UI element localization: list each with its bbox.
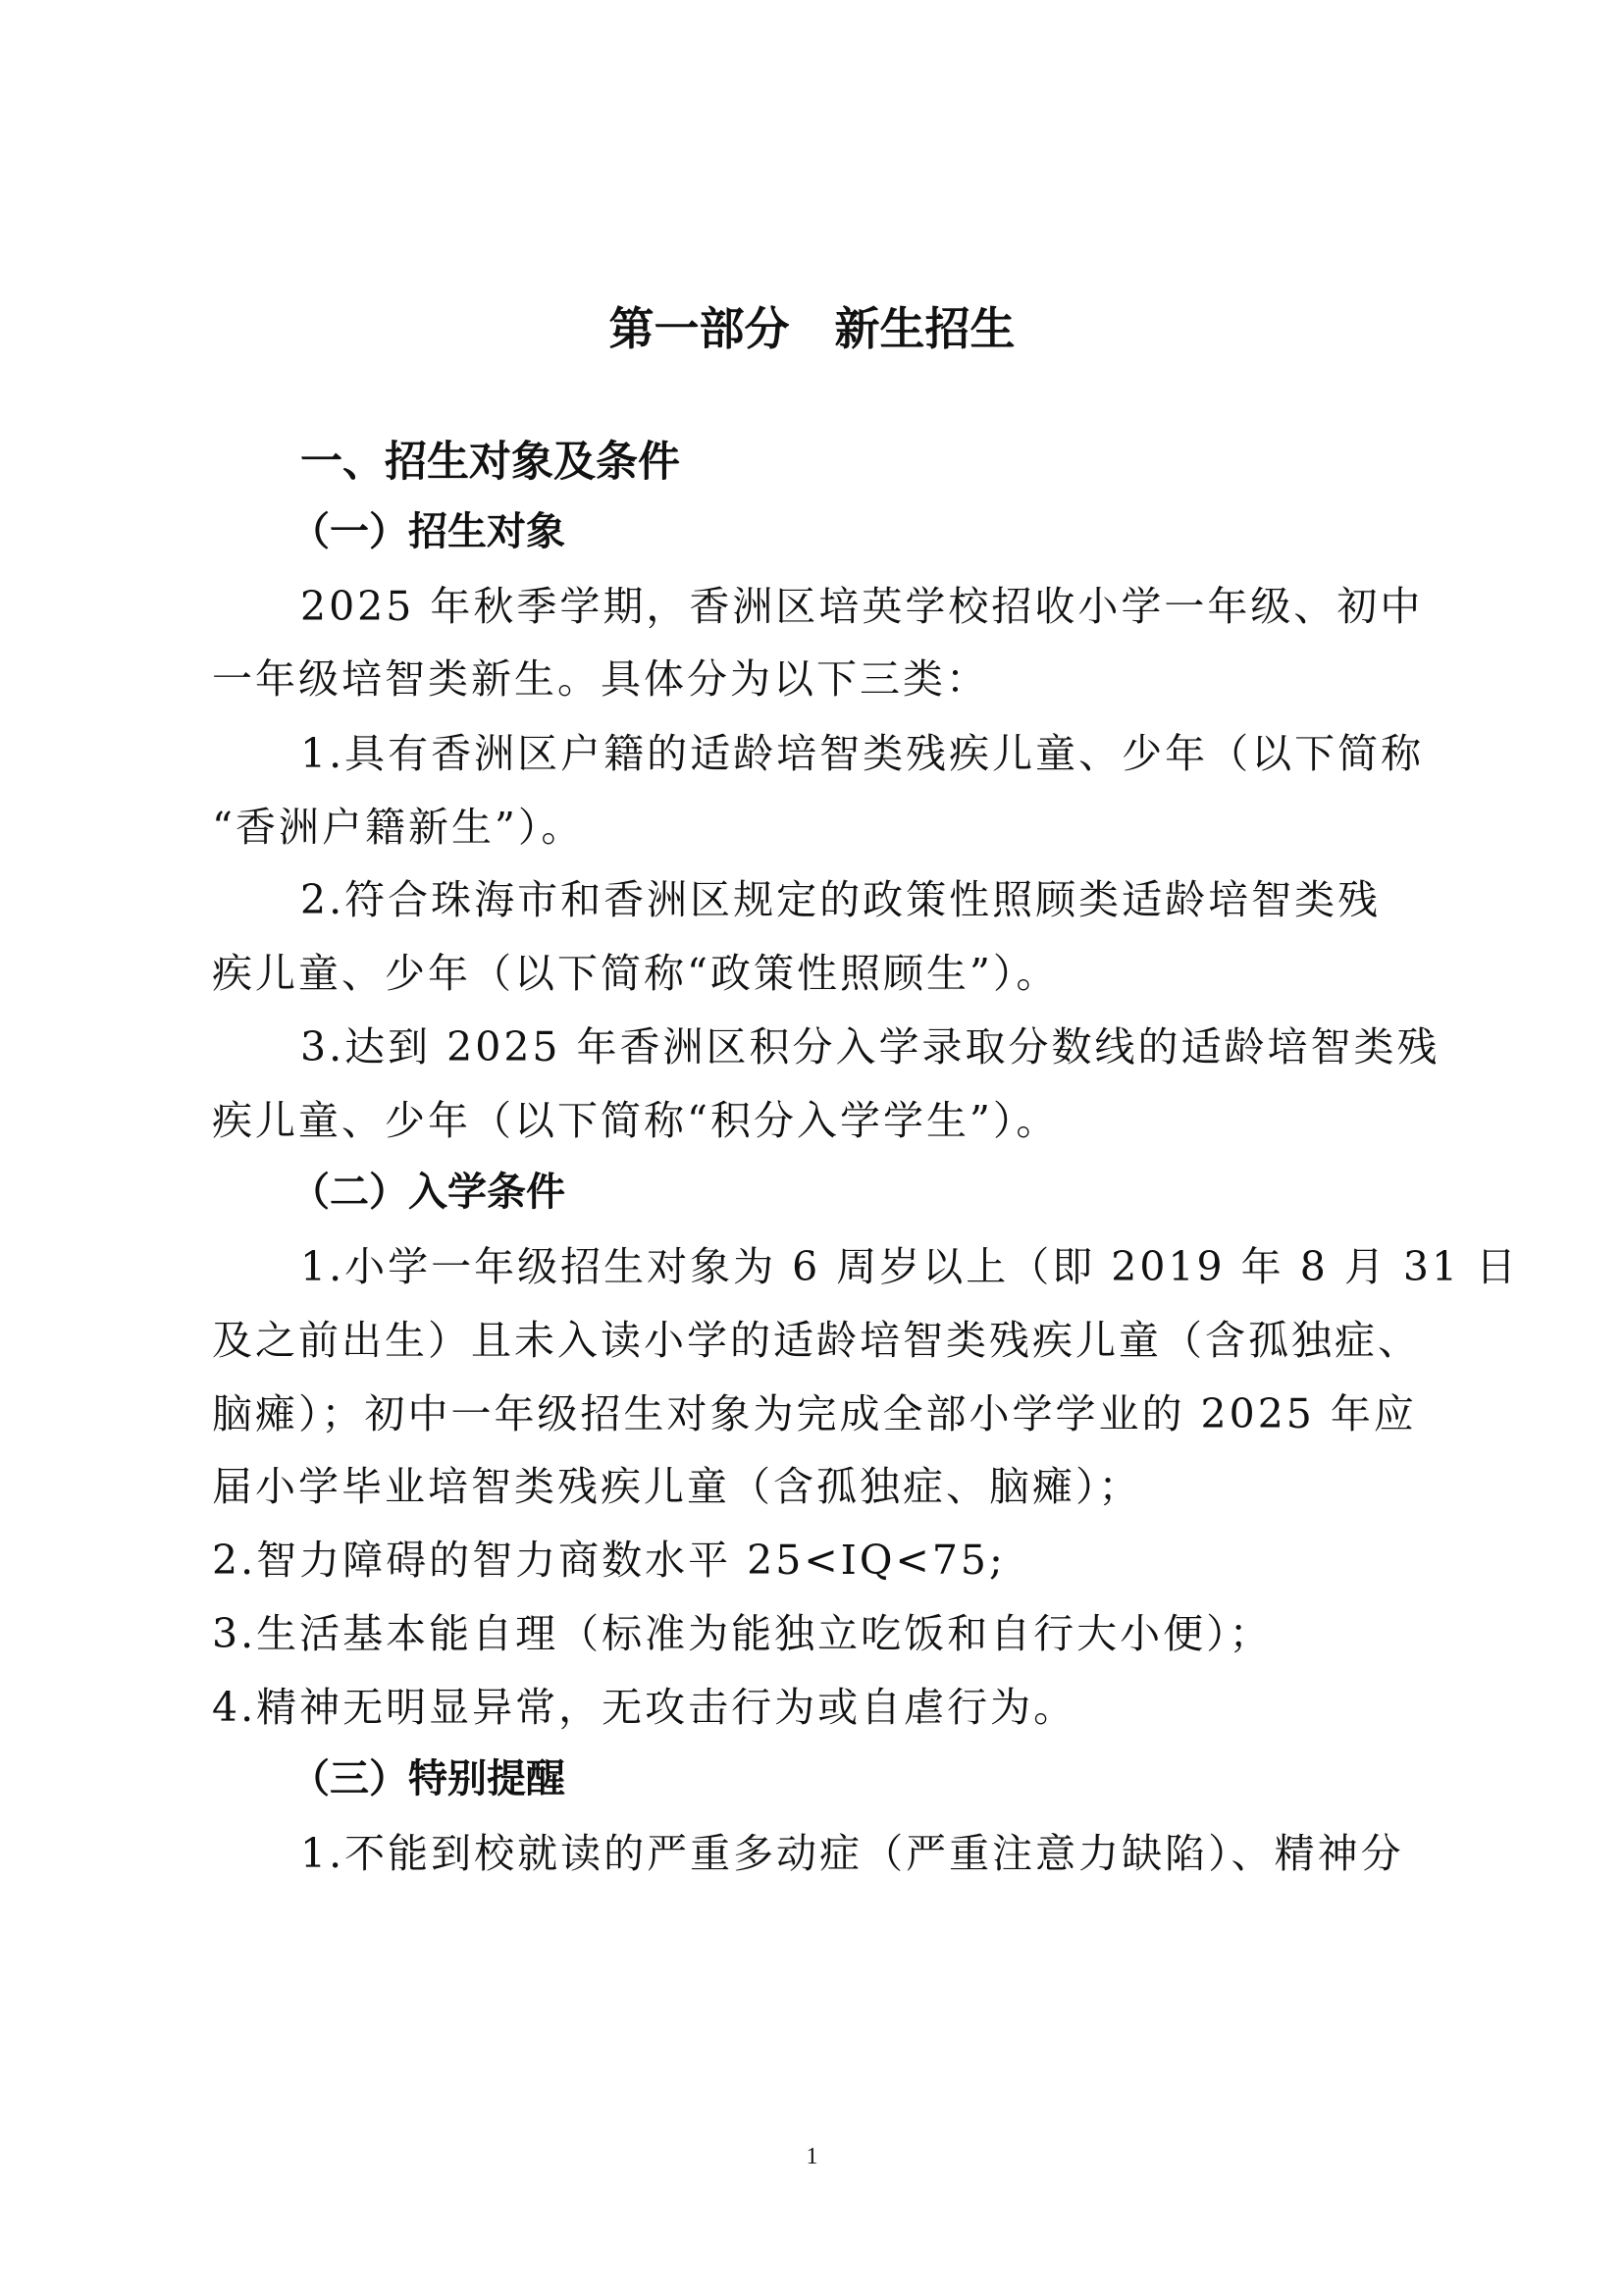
paragraph-line: 1.不能到校就读的严重多动症（严重注意力缺陷）、精神分 — [300, 1830, 1404, 1877]
paragraph-line: 4.精神无明显异常，无攻击行为或自虐行为。 — [212, 1684, 1077, 1731]
paragraph-line: 1.小学一年级招生对象为 6 周岁以上（即 2019 年 8 月 31 日 — [300, 1243, 1520, 1290]
paragraph-line: 3.生活基本能自理（标准为能独立吃饭和自行大小便）； — [212, 1610, 1273, 1657]
page-title: 第一部分 新生招生 — [608, 302, 1016, 355]
paragraph-line: 2.智力障碍的智力商数水平 25<IQ<75; — [212, 1537, 1006, 1584]
paragraph-line: 届小学毕业培智类残疾儿童（含孤独症、脑瘫）； — [212, 1463, 1142, 1510]
paragraph-line: 3.达到 2025 年香洲区积分入学录取分数线的适龄培智类残 — [300, 1023, 1441, 1070]
paragraph-line: 1.具有香洲区户籍的适龄培智类残疾儿童、少年（以下简称 — [300, 730, 1425, 777]
subsection-heading: （三）特别提醒 — [290, 1756, 565, 1801]
paragraph-line: “香洲户籍新生”）。 — [212, 804, 585, 851]
paragraph-line: 2.符合珠海市和香洲区规定的政策性照顾类适龄培智类残 — [300, 876, 1382, 923]
section-heading: 一、招生对象及条件 — [300, 438, 680, 487]
subsection-heading: （一）招生对象 — [290, 509, 565, 554]
paragraph-line: 及之前出生）且未入读小学的适龄培智类残疾儿童（含孤独症、 — [212, 1317, 1421, 1364]
paragraph-line: 2025 年秋季学期，香洲区培英学校招收小学一年级、初中 — [300, 583, 1424, 630]
paragraph-line: 一年级培智类新生。具体分为以下三类： — [212, 655, 989, 703]
paragraph-line: 疾儿童、少年（以下简称“积分入学学生”）。 — [212, 1097, 1060, 1144]
paragraph-line: 疾儿童、少年（以下简称“政策性照顾生”）。 — [212, 950, 1060, 997]
paragraph-line: 脑瘫）；初中一年级招生对象为完成全部小学学业的 2025 年应 — [212, 1390, 1417, 1437]
page-number: 1 — [806, 2144, 818, 2169]
subsection-heading: （二）入学条件 — [290, 1170, 565, 1215]
